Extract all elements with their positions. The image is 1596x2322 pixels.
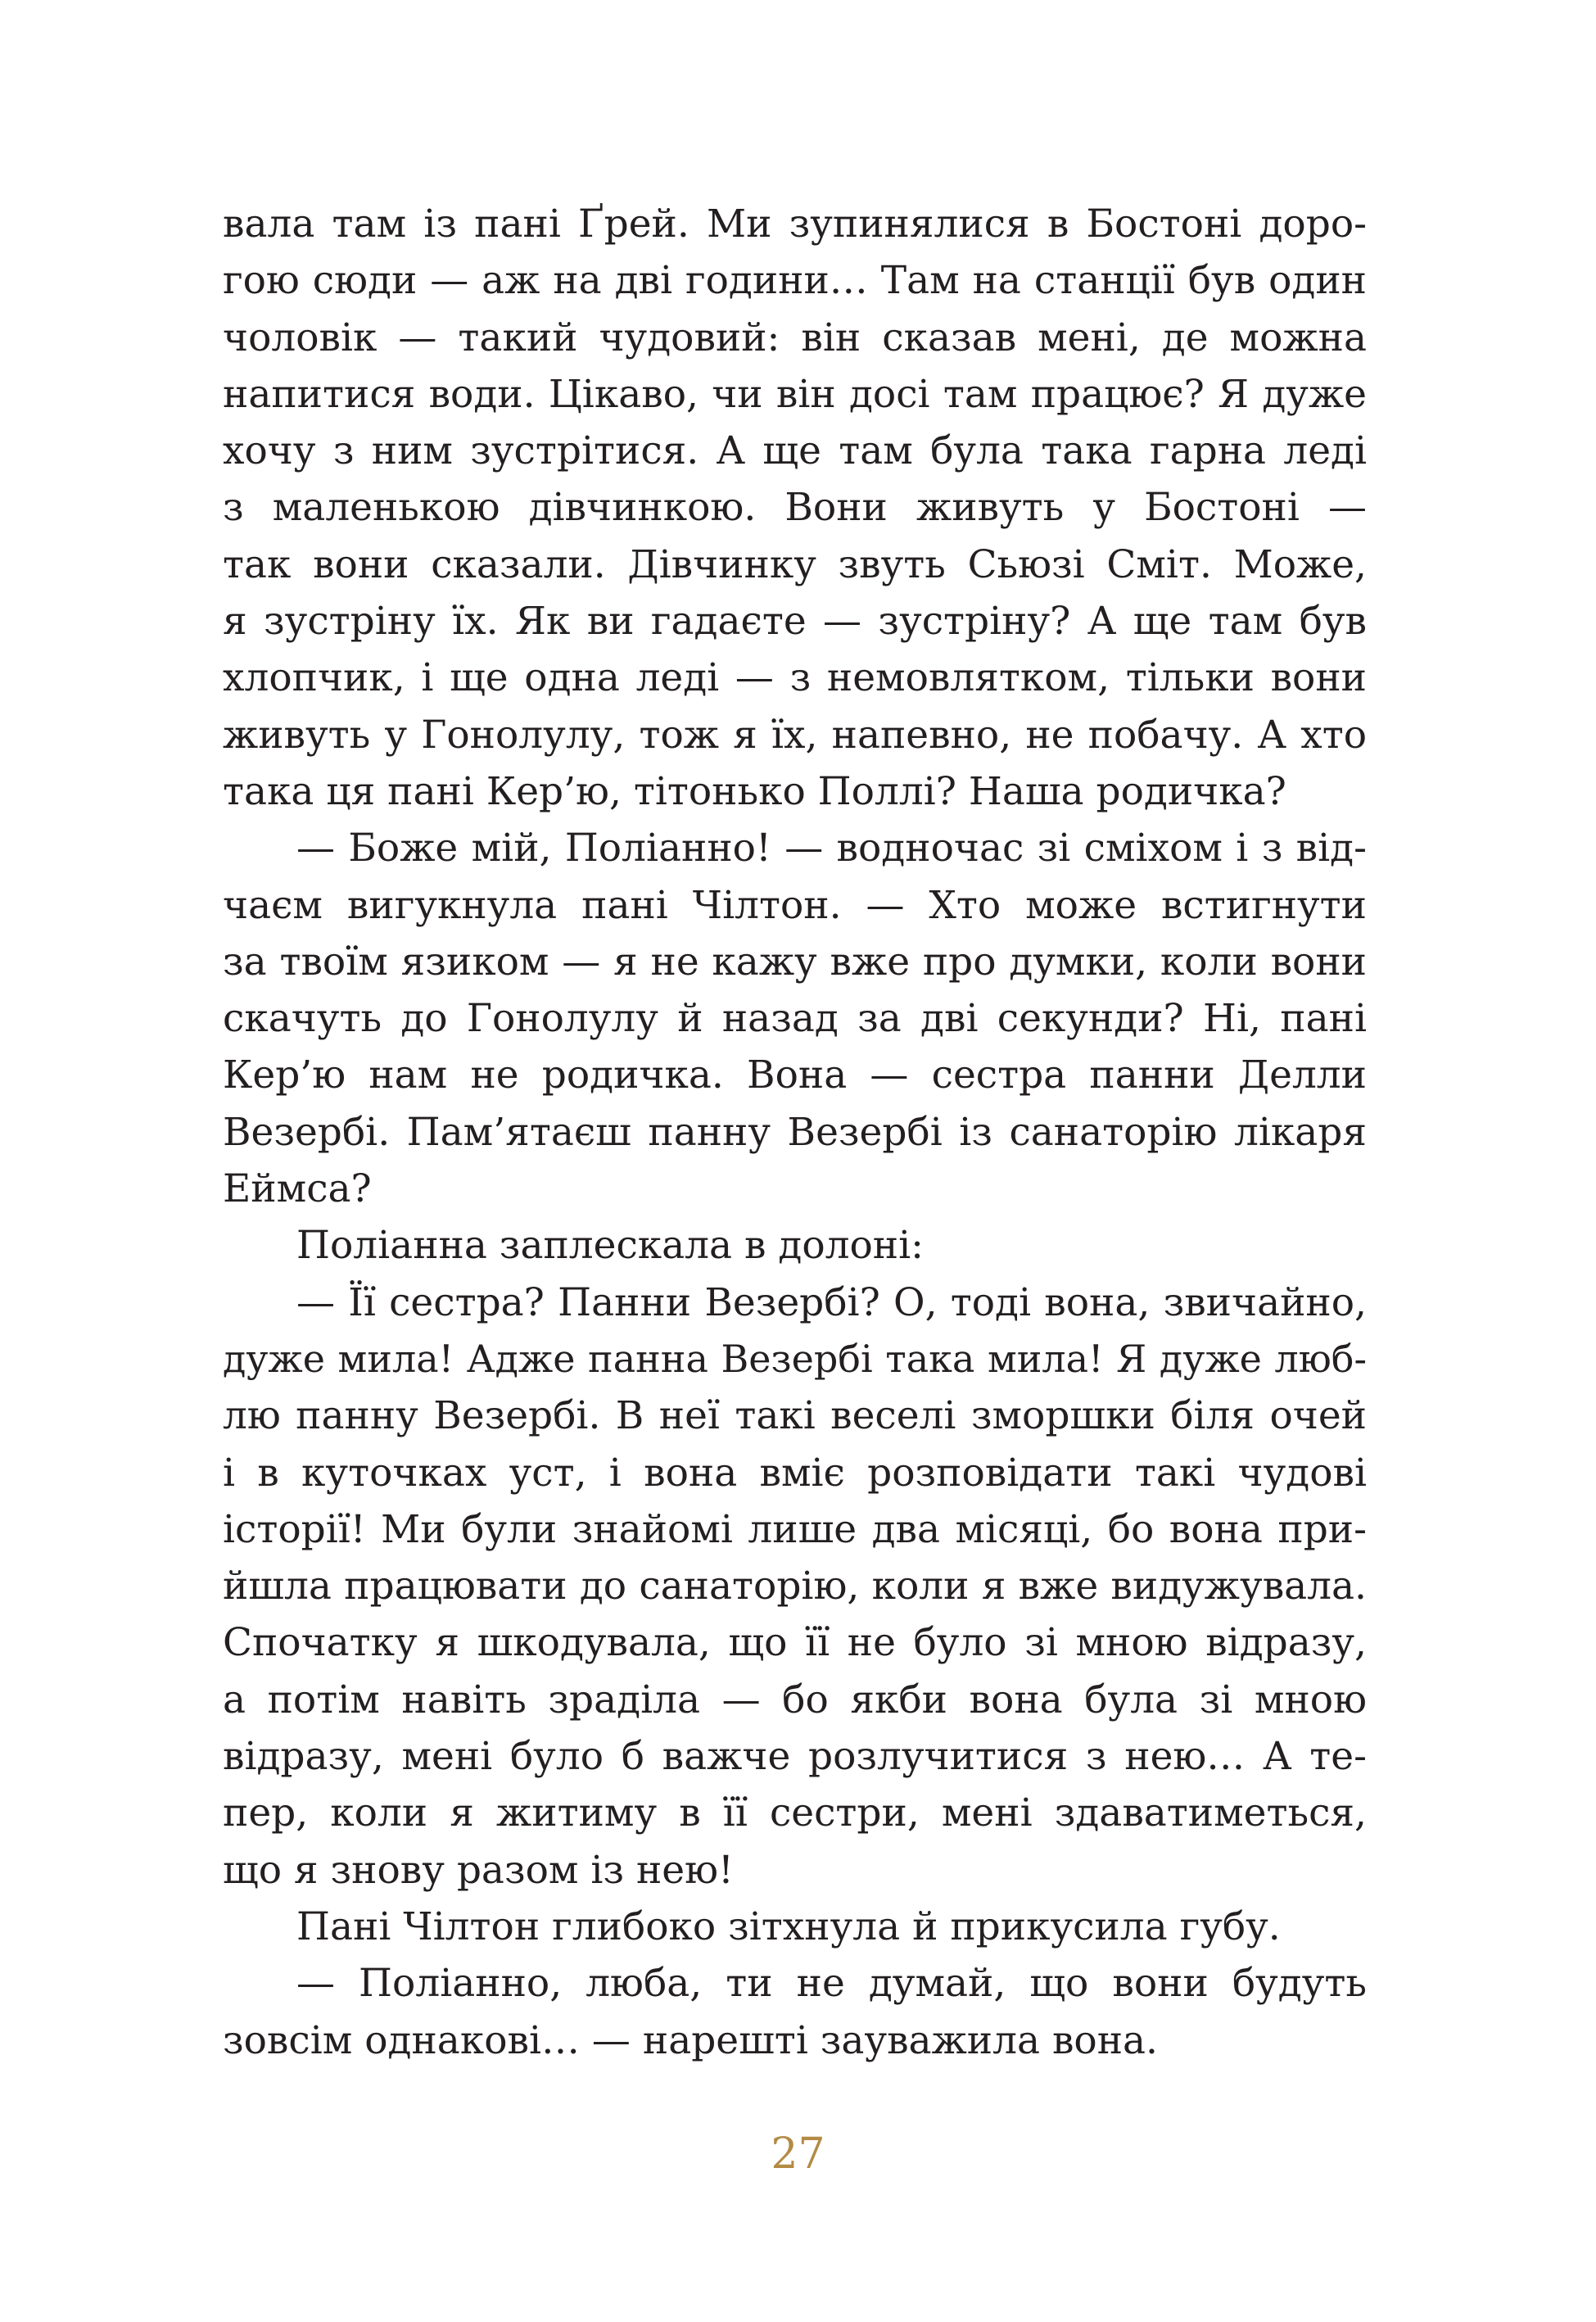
- paragraph-first-line: — Поліанно, люба, ти не думай, що вони будуть: [296, 1961, 1367, 2007]
- text-line: Спочатку я шкодувала, що її не було зі мною відразу,: [223, 1620, 1367, 1666]
- body-text: [223, 196, 1367, 2069]
- text-line: відразу, мені було б важче розлучитися з нею… А те-: [223, 1734, 1367, 1780]
- text-line: вала там із пані Ґрей. Ми зупинялися в Бостоні доро-: [223, 201, 1367, 247]
- text-line: і в куточках уст, і вона вміє розповідати такі чудові: [223, 1450, 1367, 1496]
- paragraph-first-line: Пані Чілтон глибоко зітхнула й прикусила губу.: [296, 1903, 1281, 1949]
- text-line: зовсім однакові… — нарешті зауважила вона.: [223, 2017, 1158, 2063]
- text-line: пер, коли я житиму в її сестри, мені здаватиметься,: [223, 1790, 1367, 1836]
- text-line: так вони сказали. Дівчинку звуть Сьюзі Сміт. Може,: [223, 541, 1367, 587]
- text-line: Кер’ю нам не родичка. Вона — сестра панни Делли: [223, 1052, 1367, 1098]
- text-line: чаєм вигукнула пані Чілтон. — Хто може встигнути: [223, 882, 1367, 928]
- text-line: така ця пані Кер’ю, тітонько Поллі? Наша родичка?: [223, 768, 1286, 814]
- text-line: скачуть до Гонолулу й назад за дві секунди? Ні, пані: [223, 996, 1367, 1042]
- text-line: дуже мила! Адже панна Везербі така мила! Я дуже люб-: [223, 1336, 1367, 1381]
- text-line: історії! Ми були знайомі лише два місяці, бо вона при-: [223, 1506, 1367, 1552]
- text-line: йшла працювати до санаторію, коли я вже видужувала.: [223, 1564, 1367, 1609]
- text-line: Везербі. Пам’ятаєш панну Везербі із санаторію лікаря: [223, 1109, 1367, 1155]
- text-line: напитися води. Цікаво, чи він досі там працює? Я дуже: [223, 371, 1367, 417]
- text-line: гою сюди — аж на дві години… Там на станції був один: [223, 258, 1367, 304]
- text-line: чоловік — такий чудовий: він сказав мені, де можна: [223, 315, 1367, 360]
- text-line: я зустріну їх. Як ви гадаєте — зустріну? А ще там був: [223, 599, 1367, 645]
- text-line: що я знову разом із нею!: [223, 1847, 734, 1893]
- paragraph-first-line: — Боже мій, Поліанно! — водночас зі сміхом і з від-: [296, 826, 1367, 871]
- text-line: лю панну Везербі. В неї такі веселі зморшки біля очей: [223, 1393, 1367, 1439]
- text-line: живуть у Гонолулу, тож я їх, напевно, не побачу. А хто: [223, 712, 1367, 758]
- page-number: 27: [771, 2130, 825, 2179]
- text-line: за твоїм язиком — я не кажу вже про думки, коли вони: [223, 939, 1367, 984]
- text-line: з маленькою дівчинкою. Вони живуть у Бостоні —: [223, 485, 1367, 531]
- paragraph-first-line: Поліанна заплескала в долоні:: [296, 1223, 924, 1269]
- text-line: хочу з ним зустрітися. А ще там була така гарна леді: [223, 428, 1367, 474]
- text-line: хлопчик, і ще одна леді — з немовлятком, тільки вони: [223, 655, 1367, 701]
- paragraph-first-line: — Її сестра? Панни Везербі? О, тоді вона, звичайно,: [296, 1279, 1367, 1325]
- text-line: а потім навіть зраділа — бо якби вона була зі мною: [223, 1677, 1367, 1722]
- text-line: Еймса?: [223, 1166, 372, 1212]
